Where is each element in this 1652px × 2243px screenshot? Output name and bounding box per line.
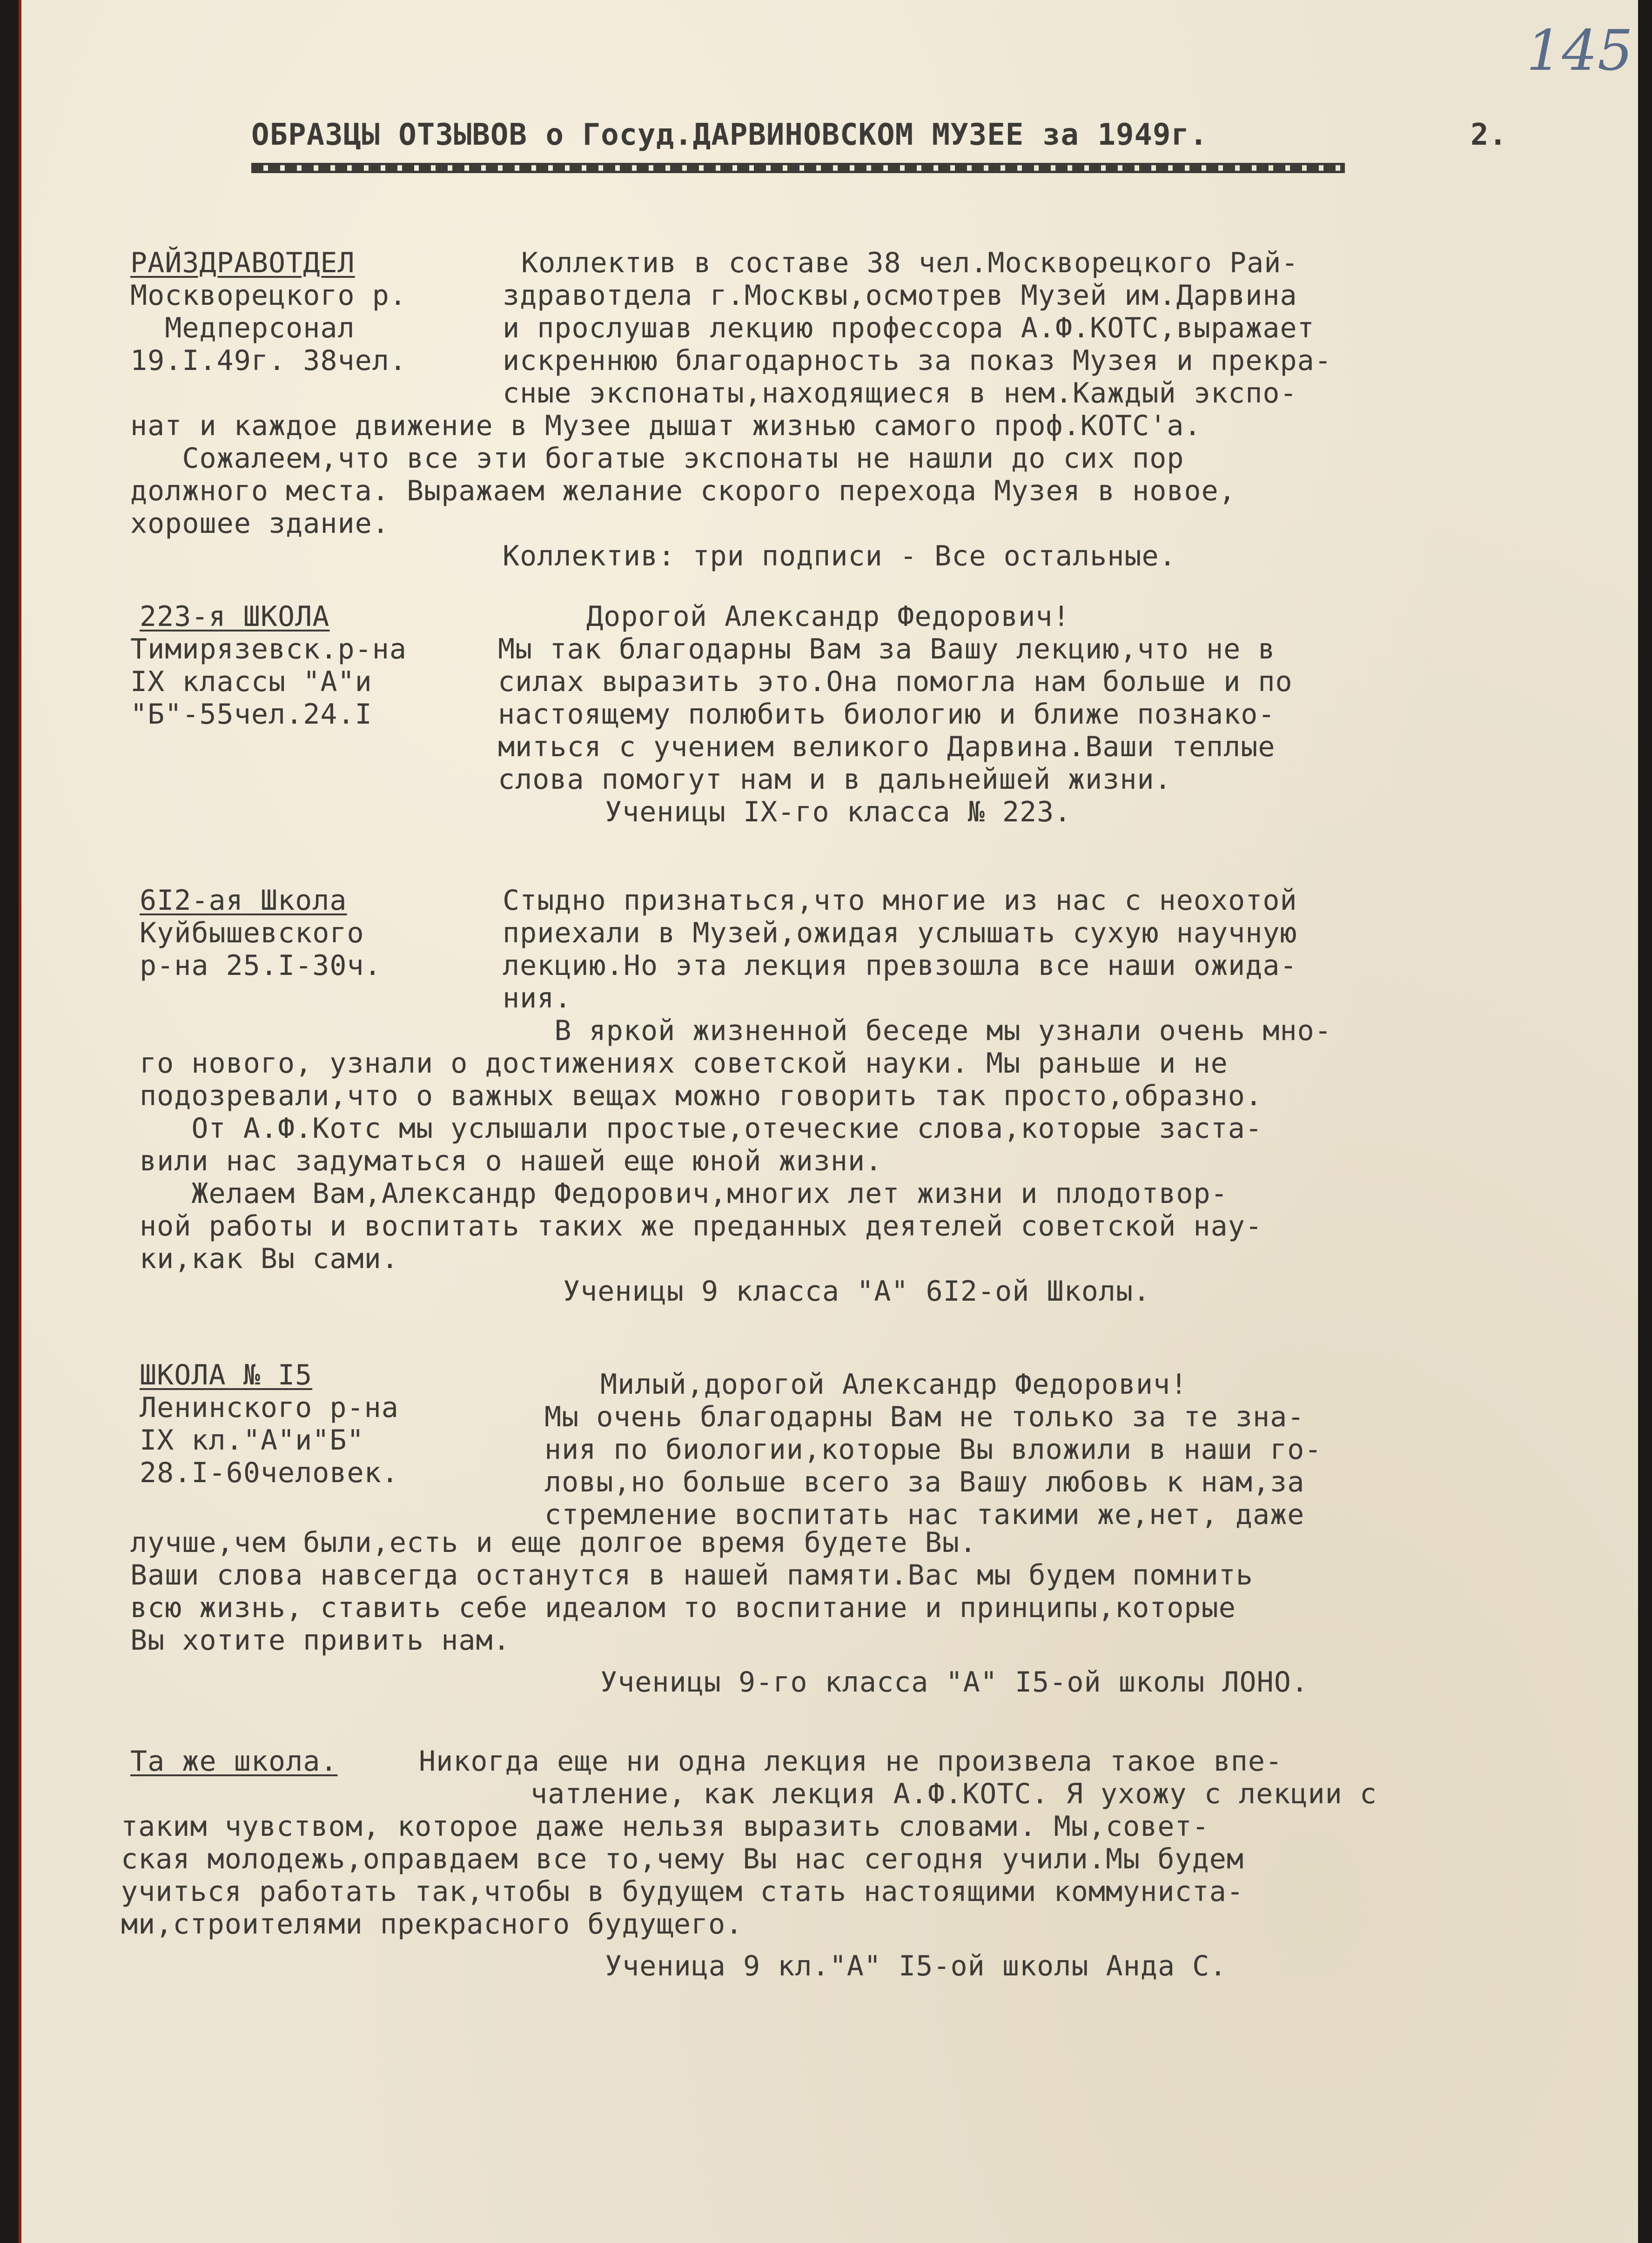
entry-body-line: всю жизнь, ставить себе идеалом то воспитание и принципы,которые [130,1592,1236,1624]
entry-meta: IX классы "А"и [130,665,372,698]
entry-signature: Ученицы 9 класса "А" 6I2-ой Школы. [563,1275,1151,1308]
entry-meta: 19.I.49г. 38чел. [130,344,407,377]
entry-signature: Коллектив: три подписи - Все остальные. [503,540,1176,572]
entry-meta: "Б"-55чел.24.I [130,698,372,731]
entry-body-line: ния по биологии,которые Вы вложили в наши го- [544,1433,1322,1466]
entry-body-line: миться с учением великого Дарвина.Ваши теплые [498,731,1276,763]
entry-sender: Та же школа. [130,1745,338,1778]
entry-signature: Ученицы 9-го класса "А" I5-ой школы ЛОНО. [600,1666,1309,1699]
entry-sender: РАЙЗДРАВОТДЕЛ [130,247,355,279]
entry-meta: Москворецкого р. [130,279,407,312]
entry-body-line: ская молодежь,оправдаем все то,чему Вы нас сегодня учили.Мы будем [121,1843,1244,1875]
entry-body-line: Сожалеем,что все эти богатые экспонаты не нашли до сих пор [130,442,1184,475]
entry-body-line: Ваши слова навсегда останутся в нашей памяти.Вас мы будем помнить [130,1559,1253,1592]
entry-body-line: приехали в Музей,ожидая услышать сухую научную [503,917,1297,949]
entry-sender: ШКОЛА № I5 [140,1359,313,1391]
entry-greeting: Дорогой Александр Федорович! [586,600,1070,633]
entry-body-line: ния. [503,982,572,1014]
entry-body-line: Вы хотите привить нам. [130,1624,510,1657]
entry-meta: Медперсонал [130,312,355,344]
entry-meta: IX кл."А"и"Б" [140,1424,364,1457]
entry-body-line: должного места. Выражаем желание скорого перехода Музея в новое, [130,475,1236,507]
entry-meta: Ленинского р-на [140,1391,399,1424]
entry-body-line: учиться работать так,чтобы в будущем стать настоящими коммуниста- [121,1875,1244,1908]
entry-signature: Ученицы IX-го класса № 223. [605,796,1072,828]
entry-body-line: ной работы и воспитать таких же преданных деятелей советской нау- [140,1210,1263,1242]
entry-meta: Тимирязевск.р-на [130,633,407,665]
archive-page-number: 145 [1526,19,1633,83]
page-number: 2. [1471,118,1508,152]
entry-body-line: ки,как Вы сами. [140,1242,399,1275]
entry-body-line: ловы,но больше всего за Вашу любовь к нам,за [544,1466,1305,1498]
entry-body-line: вили нас задуматься о нашей еще юной жизни. [140,1145,883,1177]
entry-body-line: хорошее здание. [130,507,389,540]
document-page [19,0,1638,2243]
entry-body-line: Никогда еще ни одна лекция не произвела такое впе- [419,1745,1283,1778]
entry-meta: 28.I-60человек. [140,1457,399,1489]
entry-body-line: здравотдела г.Москвы,осмотрев Музей им.Дарвина [503,279,1297,312]
entry-body-line: чатление, как лекция А.Ф.КОТС. Я ухожу с лекции с [531,1778,1377,1810]
entry-body-line: нат и каждое движение в Музее дышат жизнью самого проф.КОТС'а. [130,410,1202,442]
entry-body-line: стремление воспитать нас такими же,нет, даже [544,1498,1305,1531]
entry-body-line: таким чувством, которое даже нельзя выразить словами. Мы,совет- [121,1810,1209,1843]
entry-body-line: Желаем Вам,Александр Федорович,многих лет жизни и плодотвор- [140,1177,1228,1210]
entry-body-line: ми,строителями прекрасного будущего. [121,1908,743,1941]
entry-body-line: лекцию.Но эта лекция превзошла все наши ожида- [503,949,1297,982]
entry-meta: Куйбышевского [140,917,364,949]
entry-sender: 223-я ШКОЛА [140,600,330,633]
entry-body-line: Мы так благодарны Вам за Вашу лекцию,что не в [498,633,1276,665]
entry-body-line: сные экспонаты,находящиеся в нем.Каждый экспо- [503,377,1297,410]
entry-body-line: и прослушав лекцию профессора А.Ф.КОТС,выражает [503,312,1315,344]
entry-body-line: силах выразить это.Она помогла нам больше и по [498,665,1293,698]
entry-meta: р-на 25.I-30ч. [140,949,382,982]
binding-edge [19,0,21,2243]
entry-body-line: В яркой жизненной беседе мы узнали очень мно- [503,1014,1332,1047]
entry-body-line: настоящему полюбить биологию и ближе познако- [498,698,1276,731]
entry-sender: 6I2-ая Школа [140,884,347,917]
entry-body-line: го нового, узнали о достижениях советской науки. Мы раньше и не [140,1047,1228,1080]
title-rule [251,163,1345,173]
entry-body-line: лучше,чем были,есть и еще долгое время будете Вы. [130,1526,977,1559]
entry-body-line: Стыдно признаться,что многие из нас с неохотой [503,884,1297,917]
entry-body-line: искреннюю благодарность за показ Музея и прекра- [503,344,1332,377]
entry-signature: Ученица 9 кл."А" I5-ой школы Анда С. [605,1950,1227,1982]
entry-greeting: Милый,дорогой Александр Федорович! [600,1368,1188,1401]
page-title: ОБРАЗЦЫ ОТЗЫВОВ о Госуд.ДАРВИНОВСКОМ МУЗЕЕ за 1949г. [251,118,1208,152]
entry-body-line: Коллектив в составе 38 чел.Москворецкого Рай- [521,247,1299,279]
entry-body-line: слова помогут нам и в дальнейшей жизни. [498,763,1172,796]
entry-body-line: подозревали,что о важных вещах можно говорить так просто,образно. [140,1080,1263,1112]
entry-body-line: От А.Ф.Котс мы услышали простые,отеческие слова,которые заста- [140,1112,1263,1145]
entry-body-line: Мы очень благодарны Вам не только за те зна- [544,1401,1305,1433]
